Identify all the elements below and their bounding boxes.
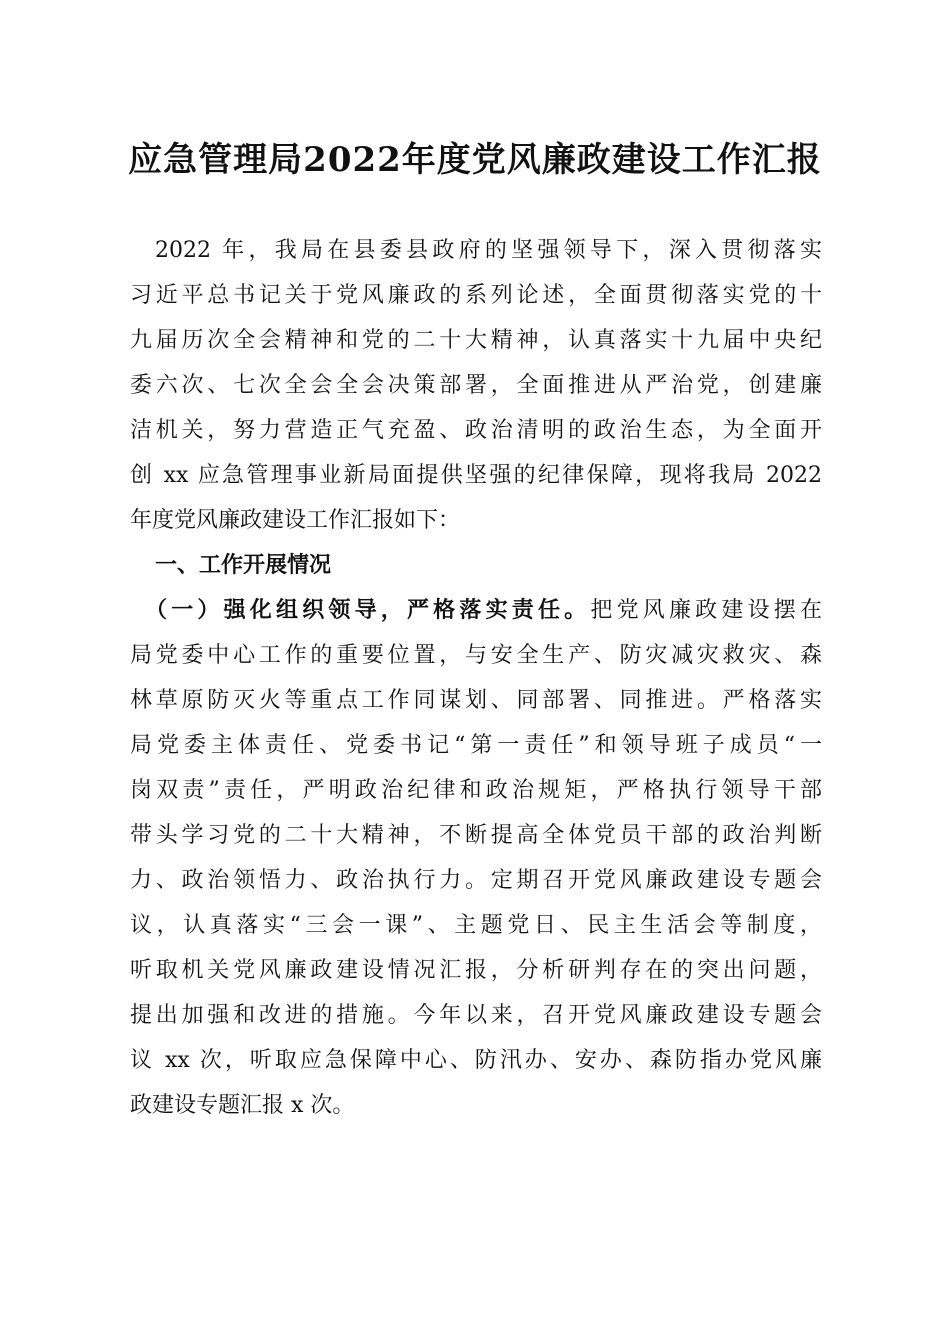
- paragraph-line: 听取机关党风廉政建设情况汇报，分析研判存在的突出问题，: [130, 958, 822, 983]
- paragraph-text: 把党风廉政建设摆在: [590, 598, 822, 623]
- paragraph-line: 政建设专题汇报 x 次。: [130, 1093, 355, 1118]
- paragraph-line: 九届历次全会精神和党的二十大精神，认真落实十九届中央纪: [130, 328, 822, 353]
- paragraph-line: 创 xx 应急管理事业新局面提供坚强的纪律保障，现将我局 2022: [130, 463, 822, 488]
- paragraph-line: 议 xx 次，听取应急保障中心、防汛办、安办、森防指办党风廉: [130, 1048, 822, 1073]
- paragraph-line: [130, 588, 822, 633]
- paragraph-line: 岗双责”责任，严明政治纪律和政治规矩，严格执行领导干部: [130, 778, 822, 803]
- paragraph-line: 力、政治领悟力、政治执行力。定期召开党风廉政建设专题会: [130, 868, 822, 893]
- paragraph-line: 议，认真落实“三会一课”、主题党日、民主生活会等制度，: [130, 913, 822, 938]
- paragraph-line: 委六次、七次全会全会决策部署，全面推进从严治党，创建廉: [130, 373, 822, 398]
- paragraph-line: 提出加强和改进的措施。今年以来，召开党风廉政建设专题会: [130, 1003, 822, 1028]
- paragraph-line: 局党委主体责任、党委书记“第一责任”和领导班子成员“一: [130, 733, 822, 758]
- document-title: 应急管理局2022年度党风廉政建设工作汇报: [128, 140, 822, 180]
- intro-paragraph: [130, 228, 822, 1128]
- paragraph-line: 洁机关，努力营造正气充盈、政治清明的政治生态，为全面开: [130, 418, 822, 443]
- subsection-lead: （一）强化组织领导，严格落实责任。: [145, 597, 591, 623]
- paragraph-line: 林草原防灭火等重点工作同谋划、同部署、同推进。严格落实: [130, 688, 822, 713]
- section-heading: 一、工作开展情况: [155, 552, 332, 578]
- paragraph-line: 习近平总书记关于党风廉政的系列论述，全面贯彻落实党的十: [130, 283, 822, 308]
- paragraph-line: 2022 年，我局在县委县政府的坚强领导下，深入贯彻落实: [155, 238, 822, 263]
- paragraph-line: 局党委中心工作的重要位置，与安全生产、防灾减灾救灾、森: [130, 643, 822, 668]
- paragraph-line: 年度党风廉政建设工作汇报如下：: [130, 508, 461, 533]
- paragraph-line: 带头学习党的二十大精神，不断提高全体党员干部的政治判断: [130, 823, 822, 848]
